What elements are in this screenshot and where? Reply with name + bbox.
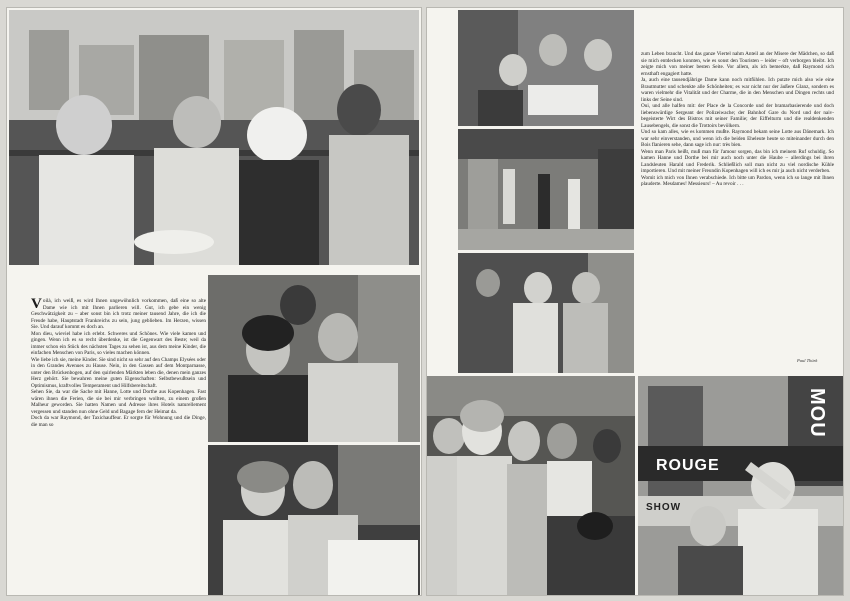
photo-couple-bistro xyxy=(208,275,420,442)
photo-crowd-with-telephone xyxy=(427,376,635,595)
photo-rooftop-terrace xyxy=(9,10,419,265)
article-paragraph: Und so kam alles, wie es kommen mußte. Raymond bekam seine Lotte aus Dänemark. Ich war sehr einverstanden, und wenn ich die beiden Eheleute heute so miteinander durch den Bois flanieren sehe, dann sage ich nur: très bien. xyxy=(641,129,834,148)
article-paragraph: zum Leben braucht. Und das ganze Viertel nahm Anteil an der Misere der Mädchen, so daß sie mich entdecken konnten, wie es sonst den Touristen – leider – oft verborgen bleibt. Ich zeigte mich von meiner besten Seite. Vor allem, als ich bemerkte, daß Raymond sich ernsthaft engagiert hatte. xyxy=(641,51,834,77)
article-paragraph: Oui, und alle halfen mit: der Place de la Concorde und der bramarbasierende und doch liebenswürdige Sergeant der Polizeiwache; der Bahnhof Gare du Nord und der naiv-begeisterte Wirt des Bistros mit seiner Familie; der Eiffelturm und die realdenkenden Lausebengels, die sonst die Trottoirs bevölkern. xyxy=(641,103,834,129)
photo-street-scene xyxy=(458,129,634,250)
article-paragraph: oilà, ich weiß, es wird Ihnen ungewöhnlich vorkommen, daß eine so alte Dame wie ich mit Ihnen parlieren will. Gut, ich gebe ein wenig Geschwätzigkeit zu – aber sonst bin ich trotz meiner tausend Jahre, die ich die Freude habe, Hauptstadt Frankreichs zu sein, jung geblieben. Im Herzen, wissen Sie. Und darauf kommt es doch an. xyxy=(31,298,206,330)
sign-neon: MOU xyxy=(806,388,828,438)
author-credit: Paul Thürk xyxy=(797,358,818,363)
article-paragraph: Womit ich mich von Ihnen verabschiede. Ich bitte um Pardon, wenn ich so lange mit Ihnen plauderte. Mesdames! Messieurs! – Au revoir . . . xyxy=(641,174,834,187)
article-paragraph: Ja, auch eine tausendjährige Dame kann noch mitfühlen. Ich putzte mich also wie eine Brautmutter und schenkte alle Schönheiten; es war nicht nur der äußere Glanz, sondern es waren vielmehr die Vitalität und der Charme, die in den Menschen und Dingen rechts und links der Seine sind. xyxy=(641,77,834,103)
article-column-right xyxy=(641,51,834,188)
right-page xyxy=(426,7,844,596)
article-paragraph: Sehen Sie, da war die Sache mit Hanne, Lotte und Dorthe aus Kopenhagen. Fast wären ihnen die Ferien, die sie bei mir verbringen wollten, zu einem großen Malheur geworden. Sie hatten Namen und Adresse ihres Hotels naturellement vergessen und standen nun ohne Geld und Bagage fern der Heimat da. xyxy=(31,389,206,415)
photo-group-reading-map xyxy=(458,10,634,126)
photo-moulin-rouge xyxy=(638,376,843,595)
photo-two-women-laughing xyxy=(208,445,420,595)
article-paragraph: Doch da war Raymond, der Taxichauffeur. Er sorgte für Wohnung und die Dinge, die man so xyxy=(31,415,206,428)
sign-show: SHOW xyxy=(646,502,682,513)
article-paragraph: Wie liebe ich sie, meine Kinder. Sie sind nicht so sehr auf den Champs Elysées oder in den Grandes Avenues zu Hause. Nein, in den Gassen auf dem Montparnasse, unter den Brückenbogen, auf den quirlenden Märkten leben die, denen mein ganzes Herz gehört. Sie bewahren meine guten Eigenschaften: Selbstbewußtsein und Optimismus, kraftvolles Temperament und Hilfsbereitschaft. xyxy=(31,356,206,389)
dropcap-letter: V xyxy=(31,296,42,312)
article-paragraph: Mon dieu, wieviel habe ich erlebt. Schweres und Schönes. Wie viele kamen und gingen. Wenn ich es so recht überdenke, ist die Gegenwart des Beste; weil da immer schon ein Stück des nächsten Tages zu sehen ist, aus dem meine Kinder, die einfachen Menschen von Paris, so vieles machen können. xyxy=(31,330,206,356)
photo-women-on-street xyxy=(458,253,634,373)
sign-rouge: ROUGE xyxy=(656,457,720,474)
left-page xyxy=(6,7,422,596)
article-paragraph: Wenn man Paris heißt, muß man für l'amour sorgen, das bin ich meinem Ruf schuldig. So kamen Hanne und Dorthe bei mir auch noch unter die Haube – allerdings bei ihren Landsleuten Harald und Frederik. Schließlich soll man nicht zu viel nordische Kühle importieren. Und mit meiner Freundin Kopenhagen will ich es mir ja auch nicht verderben. xyxy=(641,148,834,174)
article-column-left xyxy=(31,298,206,428)
